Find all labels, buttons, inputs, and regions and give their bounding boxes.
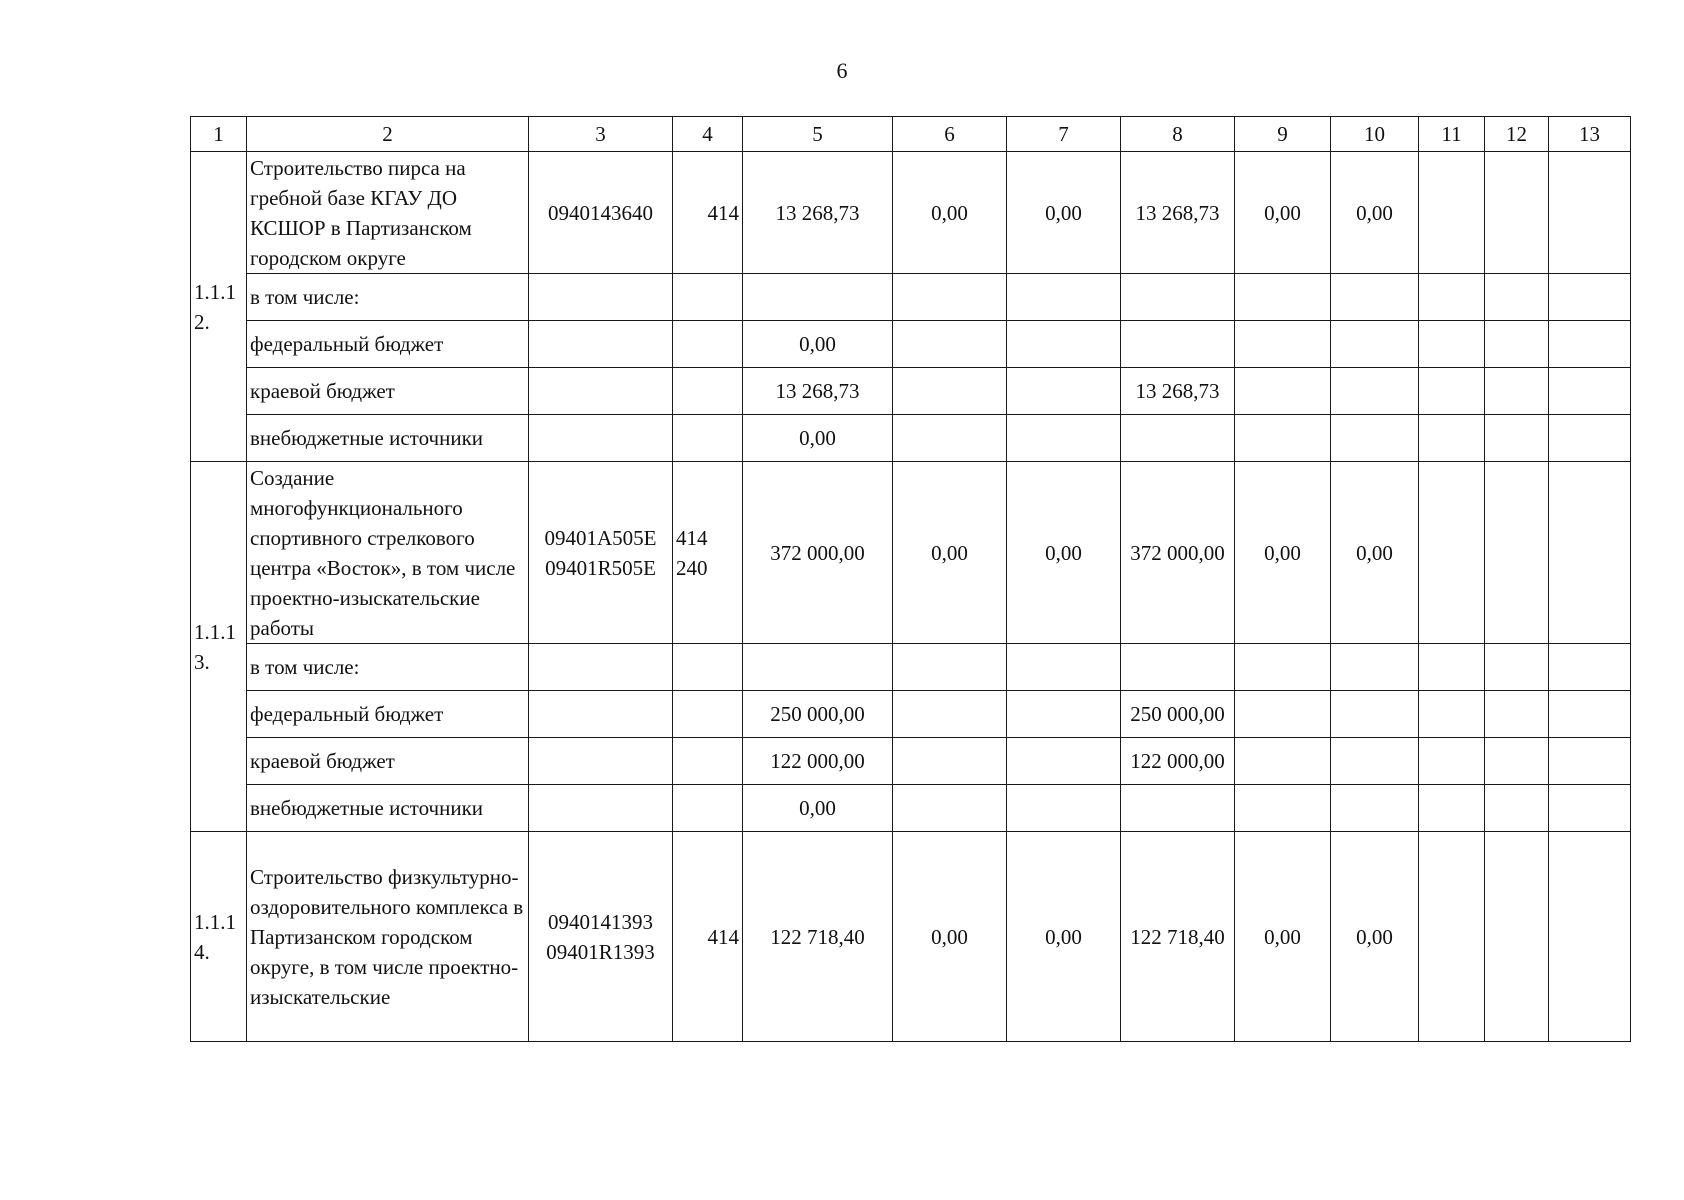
- item-number: 1.1.1 3.: [191, 462, 247, 832]
- table-row: [191, 738, 1631, 785]
- col5-value: 0,00: [743, 321, 893, 368]
- empty-cell: [1419, 415, 1485, 462]
- item-name: Строительство пирса на гребной базе КГАУ ДО КСШОР в Партизанском городском округе: [247, 152, 529, 274]
- empty-cell: [1549, 644, 1631, 691]
- col9-value: 0,00: [1235, 832, 1331, 1042]
- table-row: [191, 321, 1631, 368]
- sub-label: в том числе:: [247, 274, 529, 321]
- empty-cell: [1007, 738, 1121, 785]
- empty-cell: [893, 644, 1007, 691]
- empty-cell: [529, 691, 673, 738]
- empty-cell: [529, 644, 673, 691]
- empty-cell: [1549, 738, 1631, 785]
- col5-value: 13 268,73: [743, 368, 893, 415]
- empty-cell: [1007, 368, 1121, 415]
- empty-cell: [1485, 368, 1549, 415]
- header-cell: 5: [743, 117, 893, 152]
- table-row: [191, 274, 1631, 321]
- empty-cell: [1235, 785, 1331, 832]
- empty-cell: [673, 321, 743, 368]
- budget-code: 09401A505E 09401R505E: [529, 462, 673, 644]
- empty-cell: [1331, 415, 1419, 462]
- empty-cell: [893, 368, 1007, 415]
- empty-cell: [1331, 691, 1419, 738]
- table-row: [191, 785, 1631, 832]
- empty-cell: [1235, 368, 1331, 415]
- table-row: [191, 462, 1631, 644]
- empty-cell: [1485, 644, 1549, 691]
- header-cell: 11: [1419, 117, 1485, 152]
- header-cell: 3: [529, 117, 673, 152]
- empty-cell: [893, 691, 1007, 738]
- empty-cell: [1419, 321, 1485, 368]
- empty-cell: [1549, 462, 1631, 644]
- empty-cell: [1235, 415, 1331, 462]
- empty-cell: [673, 415, 743, 462]
- col10-value: 0,00: [1331, 152, 1419, 274]
- col5-value: 0,00: [743, 785, 893, 832]
- col6-value: 0,00: [893, 462, 1007, 644]
- empty-cell: [1331, 738, 1419, 785]
- empty-cell: [1235, 644, 1331, 691]
- col6-value: 0,00: [893, 832, 1007, 1042]
- empty-cell: [1485, 415, 1549, 462]
- col5-value: 250 000,00: [743, 691, 893, 738]
- empty-cell: [893, 415, 1007, 462]
- col10-value: 0,00: [1331, 832, 1419, 1042]
- empty-cell: [1235, 274, 1331, 321]
- empty-cell: [1485, 274, 1549, 321]
- header-cell: 9: [1235, 117, 1331, 152]
- col5-value: [743, 274, 893, 321]
- col7-value: 0,00: [1007, 462, 1121, 644]
- empty-cell: [1549, 368, 1631, 415]
- header-cell: 8: [1121, 117, 1235, 152]
- sub-label: федеральный бюджет: [247, 691, 529, 738]
- empty-cell: [1007, 415, 1121, 462]
- col8-value: [1121, 785, 1235, 832]
- empty-cell: [1485, 832, 1549, 1042]
- empty-cell: [673, 644, 743, 691]
- empty-cell: [1549, 415, 1631, 462]
- empty-cell: [1331, 785, 1419, 832]
- empty-cell: [893, 274, 1007, 321]
- col5-value: 13 268,73: [743, 152, 893, 274]
- col8-value: 122 718,40: [1121, 832, 1235, 1042]
- expense-type: 414: [673, 832, 743, 1042]
- empty-cell: [893, 785, 1007, 832]
- empty-cell: [673, 368, 743, 415]
- header-cell: 1: [191, 117, 247, 152]
- col7-value: 0,00: [1007, 832, 1121, 1042]
- col5-value: 0,00: [743, 415, 893, 462]
- header-cell: 6: [893, 117, 1007, 152]
- col8-value: 13 268,73: [1121, 368, 1235, 415]
- table-row: [191, 368, 1631, 415]
- empty-cell: [529, 274, 673, 321]
- empty-cell: [1549, 691, 1631, 738]
- item-number: 1.1.1 2.: [191, 152, 247, 462]
- empty-cell: [1007, 691, 1121, 738]
- empty-cell: [1419, 462, 1485, 644]
- empty-cell: [1235, 738, 1331, 785]
- empty-cell: [1485, 462, 1549, 644]
- empty-cell: [1485, 738, 1549, 785]
- empty-cell: [1549, 832, 1631, 1042]
- sub-label: внебюджетные источники: [247, 785, 529, 832]
- col8-value: 13 268,73: [1121, 152, 1235, 274]
- expense-type: 414 240: [673, 462, 743, 644]
- empty-cell: [529, 321, 673, 368]
- empty-cell: [529, 738, 673, 785]
- empty-cell: [1419, 274, 1485, 321]
- empty-cell: [1331, 274, 1419, 321]
- sub-label: краевой бюджет: [247, 368, 529, 415]
- empty-cell: [529, 785, 673, 832]
- col6-value: 0,00: [893, 152, 1007, 274]
- empty-cell: [893, 738, 1007, 785]
- empty-cell: [673, 738, 743, 785]
- empty-cell: [1007, 321, 1121, 368]
- sub-label: в том числе:: [247, 644, 529, 691]
- header-row: [191, 117, 1631, 152]
- col9-value: 0,00: [1235, 462, 1331, 644]
- header-cell: 10: [1331, 117, 1419, 152]
- empty-cell: [1419, 738, 1485, 785]
- empty-cell: [1419, 152, 1485, 274]
- empty-cell: [1549, 152, 1631, 274]
- col5-value: [743, 644, 893, 691]
- col5-value: 372 000,00: [743, 462, 893, 644]
- col5-value: 122 718,40: [743, 832, 893, 1042]
- col8-value: 372 000,00: [1121, 462, 1235, 644]
- table-row: [191, 832, 1631, 1042]
- empty-cell: [1235, 321, 1331, 368]
- empty-cell: [673, 274, 743, 321]
- col8-value: [1121, 644, 1235, 691]
- empty-cell: [1549, 321, 1631, 368]
- empty-cell: [1419, 644, 1485, 691]
- empty-cell: [1419, 832, 1485, 1042]
- page-number: 6: [836, 58, 848, 83]
- expense-type: 414: [673, 152, 743, 274]
- col9-value: 0,00: [1235, 152, 1331, 274]
- empty-cell: [529, 368, 673, 415]
- sub-label: федеральный бюджет: [247, 321, 529, 368]
- empty-cell: [1235, 691, 1331, 738]
- item-name: Создание многофункционального спортивного стрелкового центра «Восток», в том числе проектно-изыскательские работы: [247, 462, 529, 644]
- table-row: [191, 415, 1631, 462]
- empty-cell: [1485, 321, 1549, 368]
- col7-value: 0,00: [1007, 152, 1121, 274]
- col8-value: [1121, 274, 1235, 321]
- table-row: [191, 691, 1631, 738]
- col8-value: 250 000,00: [1121, 691, 1235, 738]
- budget-code: 0940141393 09401R1393: [529, 832, 673, 1042]
- header-cell: 13: [1549, 117, 1631, 152]
- header-cell: 2: [247, 117, 529, 152]
- empty-cell: [1419, 785, 1485, 832]
- sub-label: внебюджетные источники: [247, 415, 529, 462]
- empty-cell: [529, 415, 673, 462]
- budget-table: [190, 116, 1631, 1042]
- empty-cell: [673, 691, 743, 738]
- col5-value: 122 000,00: [743, 738, 893, 785]
- table-row: [191, 152, 1631, 274]
- empty-cell: [1007, 644, 1121, 691]
- header-cell: 4: [673, 117, 743, 152]
- budget-code: 0940143640: [529, 152, 673, 274]
- col8-value: 122 000,00: [1121, 738, 1235, 785]
- empty-cell: [1331, 368, 1419, 415]
- empty-cell: [893, 321, 1007, 368]
- empty-cell: [1549, 274, 1631, 321]
- empty-cell: [1419, 368, 1485, 415]
- empty-cell: [1485, 691, 1549, 738]
- empty-cell: [1331, 644, 1419, 691]
- col10-value: 0,00: [1331, 462, 1419, 644]
- sub-label: краевой бюджет: [247, 738, 529, 785]
- empty-cell: [1485, 785, 1549, 832]
- item-name: Строительство физкультурно-оздоровительного комплекса в Партизанском городском округе, в том числе проектно-изыскательские: [247, 832, 529, 1042]
- table-row: [191, 644, 1631, 691]
- item-number: 1.1.1 4.: [191, 832, 247, 1042]
- empty-cell: [1549, 785, 1631, 832]
- header-cell: 7: [1007, 117, 1121, 152]
- empty-cell: [1007, 785, 1121, 832]
- empty-cell: [1331, 321, 1419, 368]
- empty-cell: [1419, 691, 1485, 738]
- empty-cell: [1485, 152, 1549, 274]
- empty-cell: [673, 785, 743, 832]
- empty-cell: [1007, 274, 1121, 321]
- col8-value: [1121, 321, 1235, 368]
- col8-value: [1121, 415, 1235, 462]
- header-cell: 12: [1485, 117, 1549, 152]
